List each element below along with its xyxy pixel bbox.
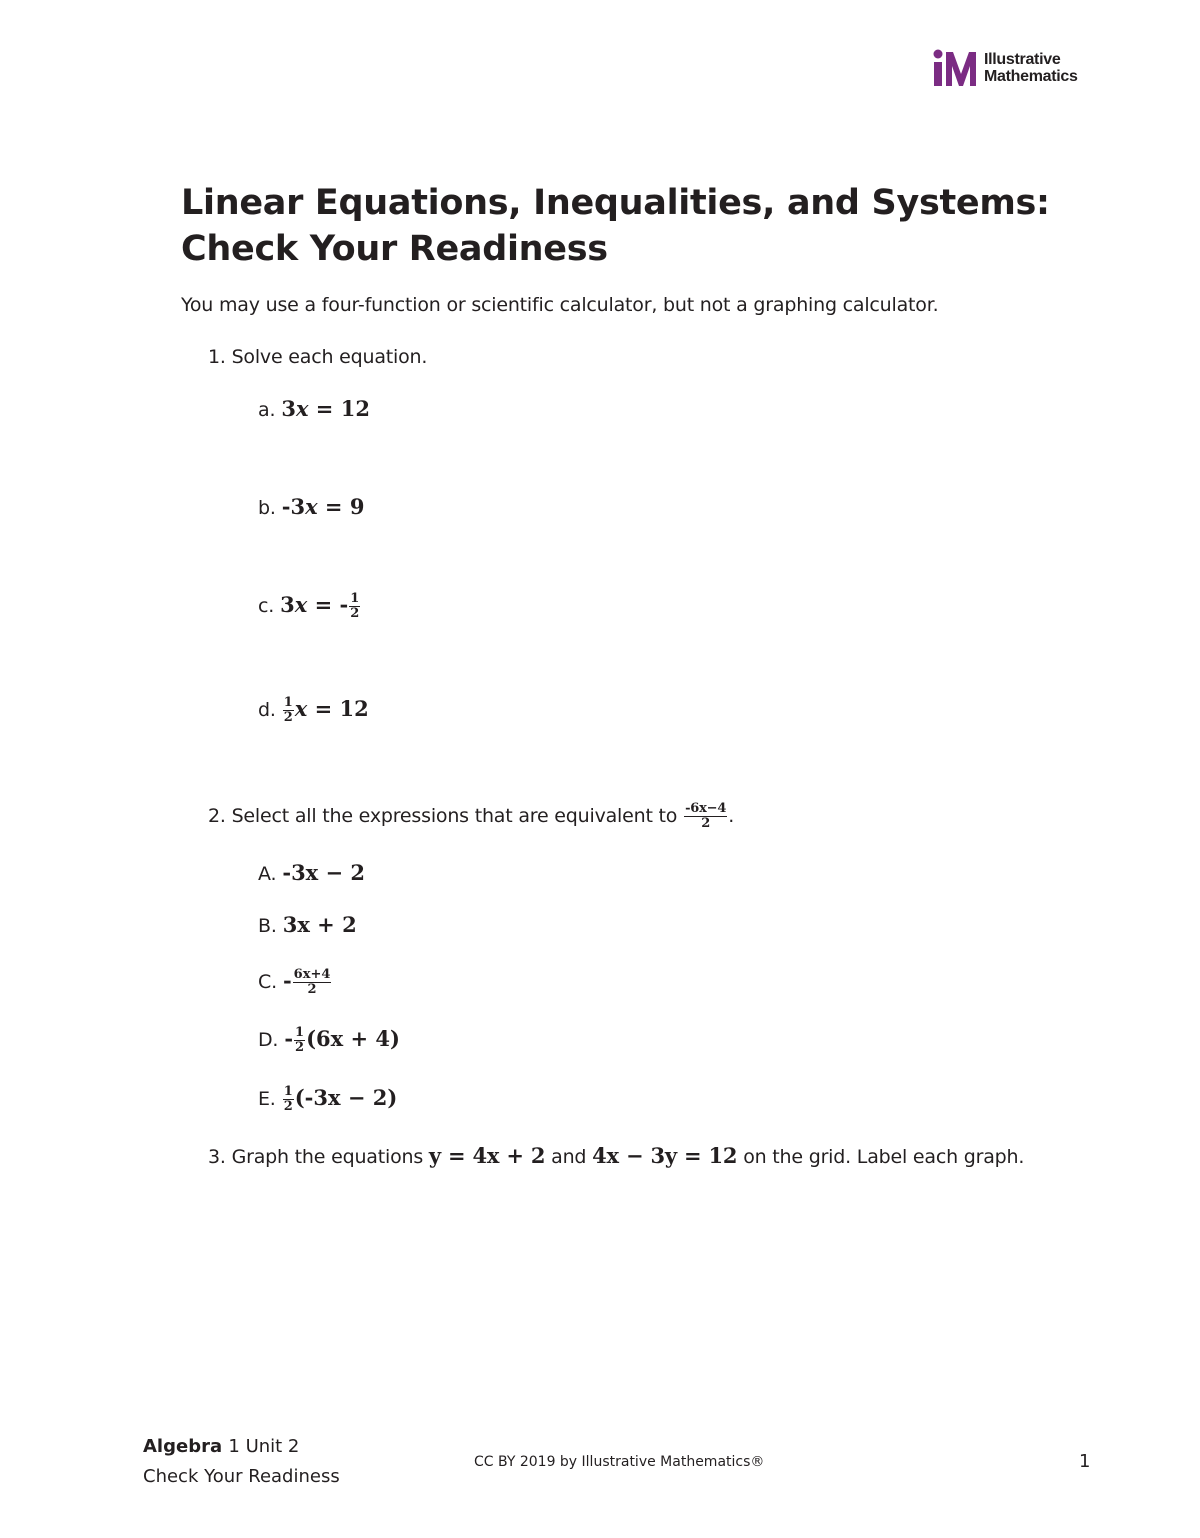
im-logo-mark-icon [932,48,978,88]
expression-sign: - [282,968,292,993]
title-line-2: Check Your Readiness [181,229,608,269]
item-label: b. [258,497,276,519]
equation-1: y = 4x + 2 [428,1143,546,1168]
question-2-option-b [258,912,357,939]
equation: -3x = 9 [281,494,365,519]
logo-text-line1: Illustrative [984,51,1061,68]
footer-license: CC BY 2019 by Illustrative Mathematics® [474,1454,765,1470]
title-line-1: Linear Equations, Inequalities, and Systems: [181,183,1050,223]
fraction: $\frac{1}{2}$ [283,695,293,725]
calculator-instructions: You may use a four-function or scientific calculator, but not a graphing calculator. [181,294,939,316]
expression: (-3x − 2) [294,1085,398,1110]
fraction: $\frac{1}{2}$ [295,1025,305,1055]
expression: 3x + 2 [282,912,357,937]
question-1d [258,696,369,725]
equation: 3x = 12 [281,396,370,421]
logo-text-line2: Mathematics [984,68,1078,85]
question-1c [258,592,361,621]
question-2-prompt: 2. Select all the expressions that are equivalent to $\frac{-6x-4}{2}$ . [208,801,735,831]
equation-2: 4x − 3y = 12 [592,1143,738,1168]
question-2-option-c [258,968,332,997]
item-label: a. [258,399,276,421]
target-fraction: $\frac{-6x-4}{2}$ [685,801,727,831]
footer-subtitle: Check Your Readiness [143,1466,340,1487]
question-2-option-a [258,860,365,887]
fraction: $\frac{1}{2}$ [283,1084,293,1114]
option-label: A. [258,863,277,885]
item-label: c. [258,595,275,617]
option-label: D. [258,1029,279,1051]
question-1b [258,494,364,521]
page-number: 1 [1079,1451,1091,1472]
expression-sign: - [284,1026,294,1051]
fraction: $\frac{1}{2}$ [350,591,360,621]
equation: x = 12 [294,696,369,721]
option-label: C. [258,971,277,993]
equation: 3x = - [280,592,349,617]
question-2-option-d [258,1026,400,1055]
illustrative-mathematics-logo [932,48,1102,88]
page-title [181,180,1081,272]
question-2-option-e [258,1085,397,1114]
expression: (6x + 4) [306,1026,400,1051]
footer-course: Algebra 1 Unit 2 [143,1436,300,1457]
item-label: d. [258,699,276,721]
option-label: E. [258,1088,276,1110]
question-3-prompt: 3. Graph the equations y = 4x + 2 and 4x − 3y = 12 on the grid. Label each graph. [208,1143,1025,1168]
expression: -3x − 2 [282,860,366,885]
option-label: B. [258,915,277,937]
fraction: $\frac{6x+4}{2}$ [293,967,331,997]
question-1a [258,396,370,423]
question-1-prompt: 1. Solve each equation. [208,346,428,368]
